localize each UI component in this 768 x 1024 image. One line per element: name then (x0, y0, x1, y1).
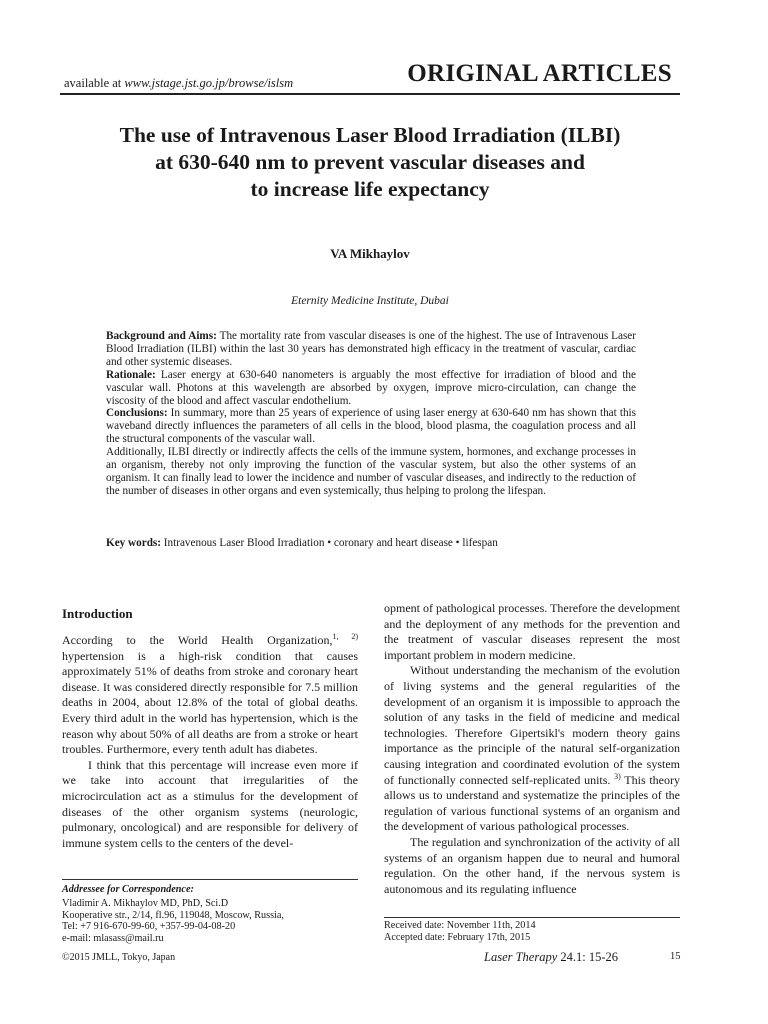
availability-prefix: available at (64, 76, 122, 90)
keywords (106, 537, 636, 549)
journal-name: Laser Therapy (484, 950, 558, 964)
correspondence-line: Vladimir A. Mikhaylov MD, PhD, Sci.D (62, 897, 229, 909)
rationale-label: Rationale: (106, 368, 156, 381)
title-line-1: The use of Intravenous Laser Blood Irradiation (ILBI) (119, 123, 621, 147)
journal-volume: 24.1: 15-26 (557, 950, 619, 964)
title-line-3: to increase life expectancy (250, 177, 490, 201)
paragraph: opment of pathological processes. Therefore the development and the deployment of any methods for the prevention and the treatment of vascular diseases represent the most important problem in modern medicine. (384, 601, 681, 662)
paragraph (384, 663, 680, 835)
correspondence-heading: Addressee for Correspondence: (62, 884, 194, 895)
received-date: Received date: November 11th, 2014 (384, 920, 536, 931)
background-label: Background and Aims: (106, 330, 217, 342)
copyright-notice: ©2015 JMLL, Tokyo, Japan (62, 952, 176, 963)
body-column-left (62, 633, 358, 851)
section-heading-introduction: Introduction (62, 606, 133, 621)
abstract-background (106, 330, 636, 369)
correspondence-line: Tel: +7 916-670-99-60, +357-99-04-08-20 (62, 921, 236, 933)
abstract (106, 330, 636, 498)
conclusions-label: Conclusions: (106, 407, 168, 420)
rationale-text: Laser energy at 630-640 nanometers is arguably the most effective for irradiation of blood and the vascular wall. Photons at this wavelength are absorbed by oxygen, improve micro-circulation, can change the viscosity of the blood and affect vascular endothelium. (106, 368, 636, 407)
paragraph-text: According to the World Health Organization, (62, 633, 333, 647)
abstract-rationale (106, 369, 636, 408)
article-title (60, 122, 680, 203)
author-affiliation: Eternity Medicine Institute, Dubai (291, 295, 449, 307)
paragraph (62, 633, 358, 758)
title-line-2: at 630-640 nm to prevent vascular diseases and (155, 150, 585, 174)
section-label: ORIGINAL ARTICLES (407, 60, 672, 87)
correspondence-divider (62, 879, 358, 880)
correspondence-line: Kooperative str., 2/14, fl.96, 119048, Moscow, Russia, (62, 909, 284, 921)
keywords-label: Key words: (106, 537, 161, 549)
conclusions-text: In summary, more than 25 years of experience of using laser energy at 630-640 nm has shown that this waveband directly influences the parameters of all cells in the blood, blood plasma, the coagulation process and all the structural components of the vascular wall. (106, 407, 636, 446)
abstract-additional: Additionally, ILBI directly or indirectly affects the cells of the immune system, hormones, and exchange processes in an organism, thereby not only improving the function of the vascular system, but also the other systems of an organism. It can finally lead to lower the incidence and number of vascular diseases, and indirectly to the reduction of the number of diseases in other organs and even systemically, thus helping to prolong the lifespan. (106, 446, 636, 497)
paragraph-text: This theory allows us to understand and systematize the principles of the regulation of various functional systems of an organism and the development of various pathological processes. (384, 772, 681, 834)
keywords-text: Intravenous Laser Blood Irradiation • coronary and heart disease • lifespan (161, 537, 498, 549)
correspondence-block (62, 884, 358, 945)
paragraph: The regulation and synchronization of the activity of all systems of an organism happen due to neural and humoral regulation. On the other hand, if the nervous system is autonomous and its regulating influence (384, 834, 680, 896)
paragraph-text: hypertension is a high-risk condition that causes approximately 51% of deaths from stroke and coronary heart disease. It was considered directly responsible for 7.5 million deaths in 2004, about 12.8% of the total of global deaths. Every third adult in the world has hypertension, which is the reason why about 50% of all deaths are from a stroke or heart troubles. Furthermore, every tenth adult has diabetes. (62, 648, 358, 757)
header-divider (60, 93, 680, 95)
journal-url-link[interactable]: www.jstage.jst.go.jp/browse/islsm (124, 76, 294, 90)
background-text: The mortality rate from vascular diseases is one of the highest. The use of Intravenous Laser Blood Irradiation (ILBI) within the last 30 years has demonstrated high efficacy in the treatment of vascular, cardiac and other systemic diseases. (106, 330, 636, 368)
author-name: VA Mikhaylov (330, 246, 410, 261)
paragraph: I think that this percentage will increase even more if we take into account that irregularities of the microcirculation act as a stimulus for the development of diseases of the other organism systems (neurologic, pulmonary, oncological) and are responsible for delivery of immune system cells to the centers of the devel- (62, 757, 358, 850)
correspondence-email[interactable]: e-mail: mlasass@mail.ru (62, 933, 164, 945)
article-dates (384, 920, 680, 944)
page-number: 15 (670, 951, 681, 962)
paragraph-text: Without understanding the mechanism of the evolution of living systems and the general regularities of the development of an organism it is impossible to approach the solution of any tasks in the field of medicine and medical technologies. Therefore Gipertsikl's modern theory gains importance as the principle of the natural self-organization causing integration and coordinated evolution of the system of functionally connected self-replicated units. (384, 663, 680, 787)
journal-availability (64, 76, 293, 91)
dates-divider (384, 917, 680, 918)
accepted-date: Accepted date: February 17th, 2015 (384, 931, 531, 943)
citation-ref[interactable]: 1, 2) (332, 632, 358, 641)
citation-ref[interactable]: 3) (614, 771, 621, 781)
body-column-right (384, 601, 680, 897)
journal-citation (484, 950, 618, 965)
abstract-conclusions (106, 407, 636, 446)
